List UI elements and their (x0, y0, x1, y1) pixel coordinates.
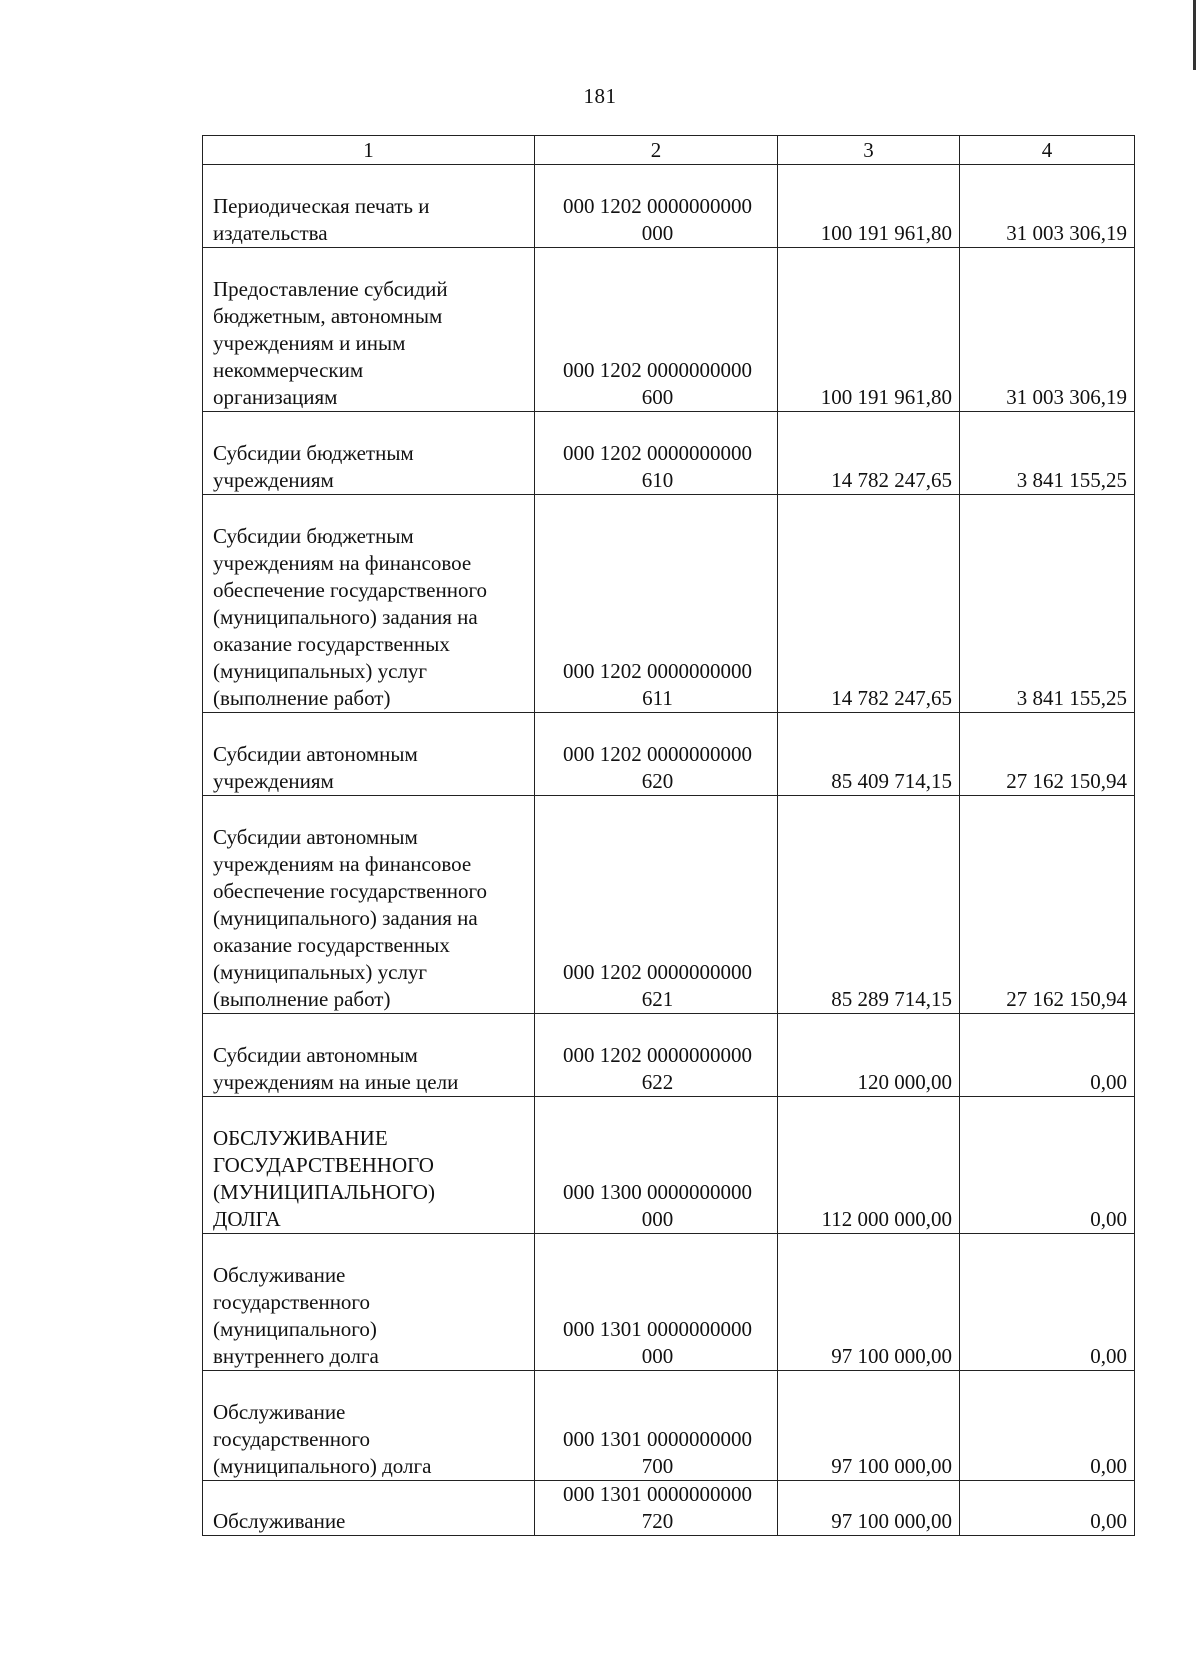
row-value-col4: 0,00 (960, 1371, 1135, 1481)
row-value-col4: 3 841 155,25 (960, 495, 1135, 713)
row-name: Обслуживание государственного (муниципального) долга (213, 1400, 432, 1478)
row-value-col3: 85 409 714,15 (778, 713, 960, 796)
row-value-col3: 112 000 000,00 (778, 1097, 960, 1234)
budget-table (202, 135, 1135, 1536)
row-code-line1: 000 1301 0000000000 (563, 1317, 752, 1341)
header-col-2: 2 (535, 136, 778, 165)
page-number: 181 (583, 84, 617, 108)
header-col-1: 1 (203, 136, 535, 165)
row-code-line2: 720 (641, 1509, 674, 1533)
row-value-col4: 3 841 155,25 (960, 412, 1135, 495)
row-code-line1: 000 1202 0000000000 (563, 659, 752, 683)
row-value-col4: 27 162 150,94 (960, 713, 1135, 796)
table-row (203, 1097, 1135, 1234)
row-name: Субсидии бюджетным учреждениям на финансовое обеспечение государственного (муниципального) задания на оказание государственных (муниципальных) услуг (выполнение работ) (213, 524, 488, 710)
row-name: Обслуживание (203, 1481, 535, 1536)
row-code-line1: 000 1301 0000000000 (563, 1427, 752, 1451)
row-code-line1: 000 1202 0000000000 (563, 742, 752, 766)
row-name: Субсидии автономным учреждениям на финансовое обеспечение государственного (муниципального) задания на оказание государственных (муниципальных) услуг (выполнение работ) (213, 825, 488, 1011)
row-code-line1: 000 1300 0000000000 (563, 1180, 752, 1204)
row-value-col3: 14 782 247,65 (778, 495, 960, 713)
row-code-line2: 610 (641, 468, 674, 492)
table-row (203, 165, 1135, 248)
table-row (203, 1234, 1135, 1371)
table-row (203, 248, 1135, 412)
row-value-col4: 0,00 (960, 1097, 1135, 1234)
table-row (203, 412, 1135, 495)
row-code-line2: 600 (641, 385, 674, 409)
row-code-line2: 700 (641, 1454, 674, 1478)
header-row (203, 136, 1135, 165)
table-row (203, 1481, 1135, 1536)
row-value-col3: 97 100 000,00 (778, 1371, 960, 1481)
header-col-3: 3 (778, 136, 960, 165)
row-value-col3: 100 191 961,80 (778, 248, 960, 412)
row-value-col4: 0,00 (960, 1234, 1135, 1371)
row-code-line1: 000 1202 0000000000 (563, 194, 752, 218)
row-code-line1: 000 1202 0000000000 (563, 358, 752, 382)
row-code-line2: 621 (641, 987, 674, 1011)
header-col-4: 4 (960, 136, 1135, 165)
table-row (203, 495, 1135, 713)
row-value-col3: 85 289 714,15 (778, 796, 960, 1014)
row-value-col4: 31 003 306,19 (960, 248, 1135, 412)
row-code-line2: 611 (642, 686, 673, 710)
table-row (203, 1014, 1135, 1097)
row-value-col3: 120 000,00 (778, 1014, 960, 1097)
table-row (203, 713, 1135, 796)
table-row (203, 796, 1135, 1014)
row-name: Субсидии бюджетным учреждениям (213, 441, 414, 492)
row-code-line2: 620 (641, 769, 674, 793)
row-value-col3: 14 782 247,65 (778, 412, 960, 495)
table-row (203, 1371, 1135, 1481)
row-code-line1: 000 1202 0000000000 (563, 960, 752, 984)
scan-edge-mark (1193, 0, 1196, 70)
row-code-line1: 000 1202 0000000000 (563, 1043, 752, 1067)
row-code-line2: 000 (641, 221, 674, 245)
row-value-col4: 0,00 (960, 1014, 1135, 1097)
row-name: Обслуживание государственного (муниципального) внутреннего долга (213, 1263, 379, 1368)
row-code-line2: 000 (641, 1344, 674, 1368)
row-value-col4: 27 162 150,94 (960, 796, 1135, 1014)
row-code-line2: 000 (641, 1207, 674, 1231)
row-value-col3: 97 100 000,00 (778, 1234, 960, 1371)
row-name: Периодическая печать и издательства (213, 194, 430, 245)
row-name: Субсидии автономным учреждениям на иные цели (213, 1043, 459, 1094)
row-value-col3: 100 191 961,80 (778, 165, 960, 248)
row-value-col3: 97 100 000,00 (778, 1481, 960, 1536)
row-name: ОБСЛУЖИВАНИЕ ГОСУДАРСТВЕННОГО (МУНИЦИПАЛЬНОГО) ДОЛГА (213, 1126, 435, 1231)
row-code-line1: 000 1202 0000000000 (563, 441, 752, 465)
row-name: Субсидии автономным учреждениям (213, 742, 418, 793)
row-code-line1: 000 1301 0000000000 (563, 1482, 752, 1506)
row-code-line2: 622 (641, 1070, 674, 1094)
row-value-col4: 31 003 306,19 (960, 165, 1135, 248)
row-value-col4: 0,00 (960, 1481, 1135, 1536)
row-name: Предоставление субсидий бюджетным, автономным учреждениям и иным некоммерческим организациям (213, 277, 448, 409)
